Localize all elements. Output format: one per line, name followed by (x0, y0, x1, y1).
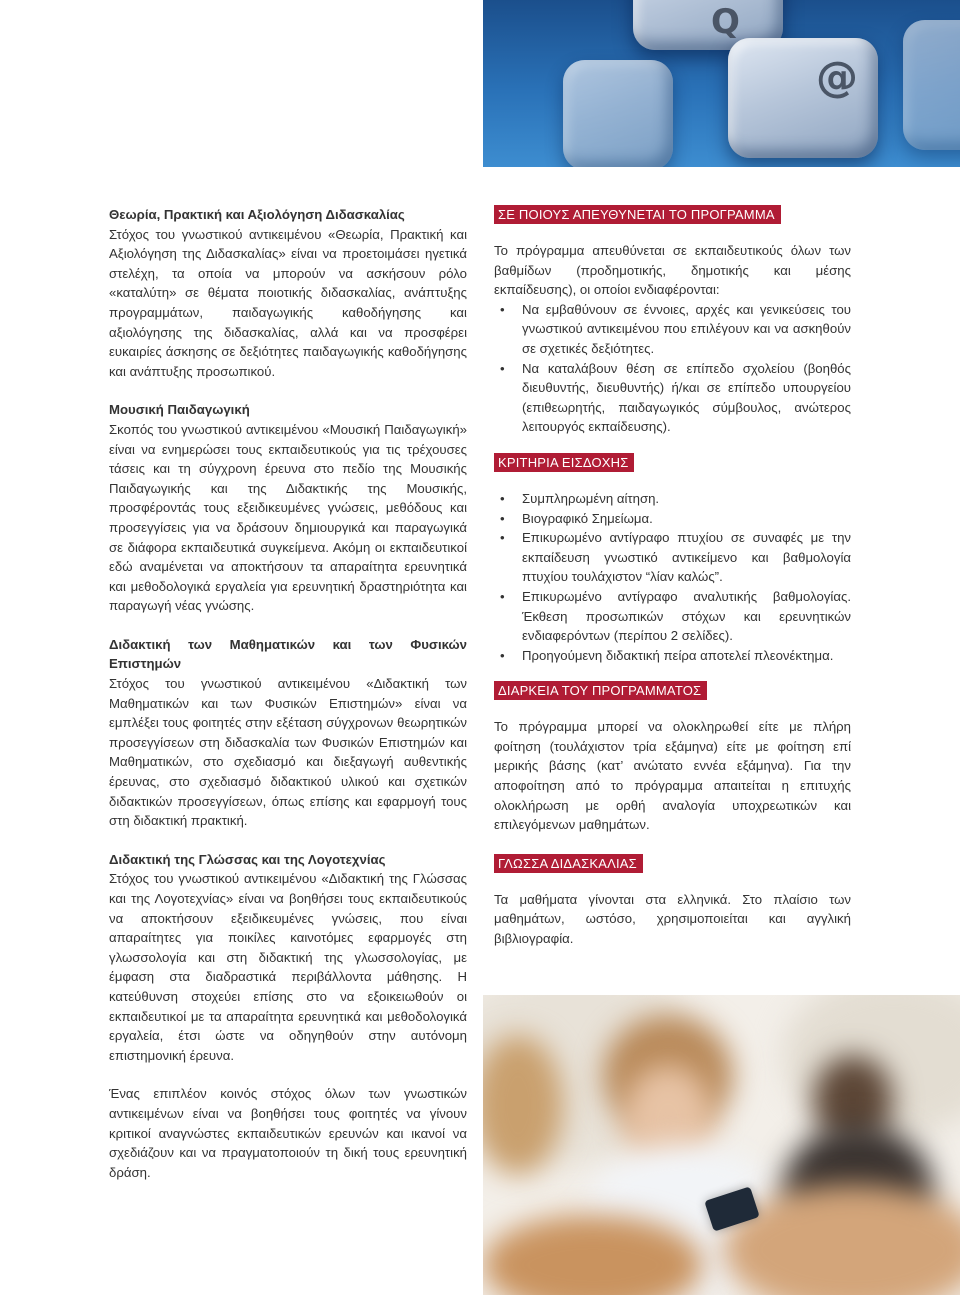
section-body: Στόχος του γνωστικού αντικειμένου «Διδακτική της Γλώσσας και της Λογοτεχνίας» είναι να βοηθήσει τους εκπαιδευτικούς να αποκτήσουν εξειδικευμένες γνώσεις, που είναι απαραίτητες για ποικίλες καινοτόμες εφαρμογές στη γλωσσολογία και στη διδακτική της γλωσσολογίας, με έμφαση στα διαδραστικά περιβάλλοντα μάθησης. Η κατεύθυνση στοχεύει επίσης στο να εξοικειωθούν οι εκπαιδευτικοί με τα απαραίτητα ερευνητικά και μεθοδολογικά εργαλεία, έτσι ώστε να οδηγηθούν στην αυτόνομη επιστημονική έρευνα. (109, 871, 467, 1063)
list-item: • Να καταλάβουν θέση σε επίπεδο σχολείου (βοηθός διευθυντής, διευθυντής) ή/και σε επίπεδο υπουργείου (επιθεωρητής, παιδαγωγικός σύμβουλος, ανώτερος λειτουργός εκπαίδευσης). (494, 359, 851, 437)
section-teaching-theory (109, 205, 467, 381)
section-body: Σκοπός του γνωστικού αντικειμένου «Μουσική Παιδαγωγική» είναι να ενημερώσει τους εκπαιδευτικούς για τις τρέχουσες τάσεις και τη σύγχρονη έρευνα στο πεδίο της Μουσικής Παιδαγωγικής και της Διδακτικής της Μουσικής, προσφέροντάς τους εξειδικευμένες γνώσεις, μεθόδους και προσεγγίσεις για να δράσουν δημιουργικά και παραγωγικά σε διάφορα εκπαιδευτικά συγκείμενα. Ακόμη οι εκπαιδευτικοί εδώ αναμένεται να αποκτήσουν τα απαραίτητα ερευνητικά και μεθοδολογικά εργαλεία για ερευνητική δραστηριότητα και παραγωγή νέας γνώσης. (109, 421, 467, 614)
language-body: Τα μαθήματα γίνονται στα ελληνικά. Στο πλαίσιο των μαθημάτων, ωστόσο, χρησιμοποιείται και αγγλική βιβλιογραφία. (494, 891, 851, 947)
heading-audience: ΣΕ ΠΟΙΟΥΣ ΑΠΕΥΘΥΝΕΤΑΙ ΤΟ ΠΡΟΓΡΑΜΜΑ (494, 205, 781, 224)
heading-duration: ΔΙΑΡΚΕΙΑ ΤΟΥ ΠΡΟΓΡΑΜΜΑΤΟΣ (494, 681, 707, 700)
hero-keyboard-image (483, 0, 960, 167)
list-item: • Να εμβαθύνουν σε έννοιες, αρχές και γενικεύσεις του γνωστικού αντικειμένου που επιλέγουν και να ασκηθούν σε σχετικές δεξιότητες. (494, 300, 851, 359)
heading-admission: ΚΡΙΤΗΡΙΑ ΕΙΣΔΟΧΗΣ (494, 453, 634, 472)
section-language-literature (109, 850, 467, 1066)
left-column (109, 205, 467, 1182)
list-item: • Συμπληρωμένη αίτηση. (494, 489, 851, 509)
key-at (728, 38, 878, 158)
section-title: Διδακτική της Γλώσσας και της Λογοτεχνίας (109, 851, 386, 867)
heading-language: ΓΛΩΣΣΑ ΔΙΔΑΣΚΑΛΙΑΣ (494, 854, 643, 873)
section-body: Στόχος του γνωστικού αντικειμένου «Διδακτική των Μαθηματικών και των Φυσικών Επιστημών» είναι να εμπλέξει τους φοιτητές στην εξέταση σύγχρονων θεωρητικών προσεγγίσεων στη διδασκαλία των Φυσικών Επιστημών και Μαθηματικών, στο σχεδιασμό και διεξαγωγή αυθεντικής έρευνας, στο σχεδιασμό διδακτικού υλικού και σχετικών διδακτικών προσεγγίσεων, όπως επίσης και εφαρμογή τους στη διδακτική πρακτική. (109, 676, 467, 829)
admission-list (494, 489, 851, 665)
audience-intro: Το πρόγραμμα απευθύνεται σε εκπαιδευτικούς όλων των βαθμίδων (προδημοτικής, δημοτικής και μέσης εκπαίδευσης), οι οποίοι ενδιαφέρονται: (494, 243, 851, 298)
list-item: • Επικυρωμένο αντίγραφο πτυχίου σε συναφές με την εκπαίδευση γνωστικό αντικείμενο και βαθμολογία πτυχίου τουλάχιστον “λίαν καλώς”. (494, 528, 851, 587)
key-right (903, 20, 960, 150)
students-photo (483, 995, 960, 1295)
section-title: Μουσική Παιδαγωγική (109, 402, 250, 418)
key-left (563, 60, 673, 167)
section-body: Στόχος του γνωστικού αντικειμένου «Θεωρία, Πρακτική και Αξιολόγηση της Διδασκαλίας» είναι να προετοιμάσει ηγετικά στελέχη, τα οποία να μπορούν να ασκήσουν ρόλο «καταλύτη» σε θέματα ποιοτικής διδασκαλίας, ανάπτυξης προγραμμάτων, παιδαγωγικής καθοδήγησης και αξιολόγησης της διδασκαλίας, αλλά και να προσφέρει ευκαιρίες άσκησης σε δεξιότητες παιδαγωγικής καθοδήγησης και ανάπτυξης προσωπικού. (109, 226, 467, 379)
right-column (494, 205, 851, 949)
list-item: • Βιογραφικό Σημείωμα. (494, 509, 851, 529)
list-item: • Προηγούμενη διδακτική πείρα αποτελεί πλεονέκτημα. (494, 646, 851, 666)
section-music-pedagogy (109, 400, 467, 616)
list-item: • Επικυρωμένο αντίγραφο αναλυτικής βαθμολογίας. Έκθεση προσωπικών στόχων και ερευνητικών ενδιαφερόντων (περίπου 2 σελίδες). (494, 587, 851, 646)
key-q-glyph: Q (711, 2, 740, 42)
section-title: Θεωρία, Πρακτική και Αξιολόγηση Διδασκαλίας (109, 207, 405, 222)
audience-list (494, 300, 851, 437)
section-math-science (109, 635, 467, 831)
footer-space (0, 1270, 483, 1295)
closing-paragraph: Ένας επιπλέον κοινός στόχος όλων των γνωστικών αντικειμένων είναι να βοηθήσει τους φοιτητές να γίνουν κριτικοί αναγνώστες εκπαιδευτικών ερευνών και ικανοί να σχεδιάζουν και να πραγματοποιούν τη δική τους ερευνητική δράση. (109, 1086, 467, 1180)
key-at-glyph: @ (816, 52, 858, 101)
duration-body: Το πρόγραμμα μπορεί να ολοκληρωθεί είτε με πλήρη φοίτηση (τουλάχιστον τρία εξάμηνα) είτε με φοίτηση επί μερικής βάσης (κατ’ ανώτατο εννέα εξάμηνα). Για την αποφοίτηση από το πρόγραμμα απαιτείται η επιτυχής ολοκλήρωση με ορθή αναλογία υποχρεωτικών και επιλεγόμενων μαθημάτων. (494, 719, 851, 833)
section-title: Διδακτική των Μαθηματικών και των Φυσικών Επιστημών (109, 636, 467, 672)
